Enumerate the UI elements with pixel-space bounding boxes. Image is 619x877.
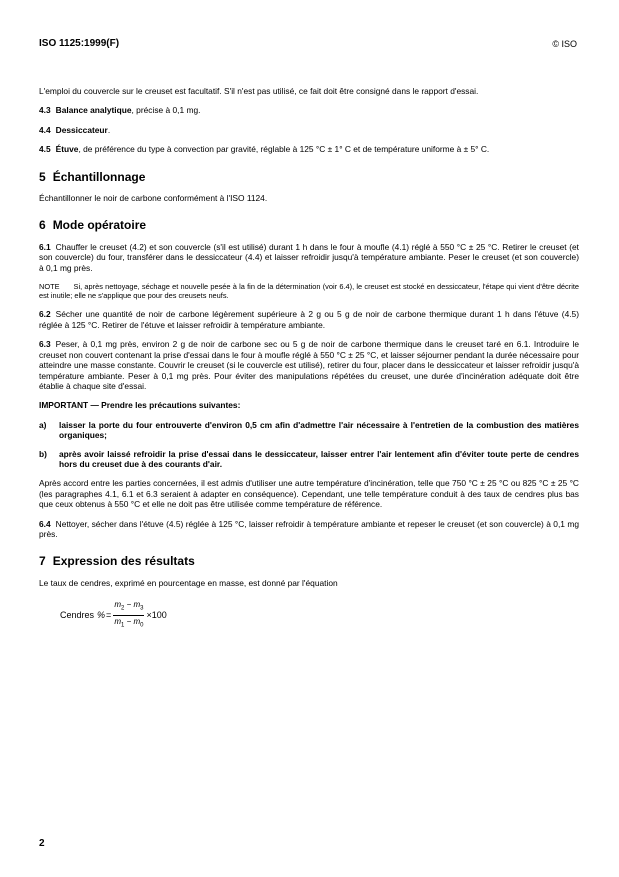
list-marker: a) <box>39 419 47 430</box>
paragraph-text: Nettoyer, sécher dans l'étuve (4.5) réglée à 125 °C, laisser refroidir à température ambiante et repeser le creuset (et son couvercle) à 0,1 mg près. <box>39 518 579 539</box>
denominator-sub-a: 1 <box>120 622 125 629</box>
list-item-text: après avoir laissé refroidir la prise d'essai dans le dessiccateur, laisser entrer l'air lentement afin d'éviter toute perte de cendres hors du creuset due à des courants d'air. <box>59 448 579 469</box>
section-5-heading <box>39 169 579 184</box>
item-4-3 <box>39 105 579 115</box>
list-item <box>39 449 579 470</box>
section-number: 6 <box>39 218 46 233</box>
paragraph-6-4 <box>39 519 579 540</box>
note-label: NOTE <box>39 282 60 292</box>
item-number: 4.5 <box>39 144 51 155</box>
section-title: Mode opératoire <box>52 218 147 233</box>
denominator-var-b: m <box>133 617 141 627</box>
section-6-heading <box>39 218 579 233</box>
paragraph-text: Chauffer le creuset (4.2) et son couvercle (s'il est utilisé) durant 1 h dans le four à moufle (4.1) réglé à 550 °C ± 25 °C. Retirer le creuset (et son couvercle) du four, transférer dans le dessiccateur (4.4) et laisser refroidir jusqu'à température ambiante. Peser le creuset (et son couvercle) à 0,1 mg près. <box>39 241 579 273</box>
item-4-4 <box>39 125 579 135</box>
numerator-sub-a: 2 <box>120 605 125 612</box>
paragraph-6-2 <box>39 309 579 330</box>
section-number: 7 <box>39 554 46 569</box>
numerator-var-a: m <box>114 600 121 610</box>
section-5-text: Échantillonner le noir de carbone conformément à l'ISO 1124. <box>39 193 268 204</box>
important-notice: IMPORTANT — Prendre les précautions suivantes: <box>39 400 241 411</box>
item-term: Étuve <box>55 144 79 155</box>
section-number: 5 <box>39 169 46 184</box>
item-text: , de préférence du type à convection par gravité, réglable à 125 °C ± 1° C et de température uniforme à ± 5° C. <box>78 144 490 155</box>
paragraph-number: 6.1 <box>39 241 51 252</box>
paragraph-number: 6.3 <box>39 339 51 350</box>
item-text: , précise à 0,1 mg. <box>131 105 201 116</box>
paragraph-6-1 <box>39 242 579 273</box>
section-7-heading <box>39 554 579 569</box>
paragraph-text: Peser, à 0,1 mg près, environ 2 g de noir de carbone sec ou 5 g de noir de carbone thermique dans le creuset taré en 6.1. Introduire le creuset non couvert contenant la prise d'essai dans le four à moufle réglé à 550 °C ± 25 °C, et laisser séjourner pendant la durée nécessaire pour atteindre une masse constante. Couvrir le creuset (si le couvercle est utilisé), retirer du four, placer dans le dessiccateur et laisser refroidir jusqu'à température ambiante. Peser à 0,1 mg près. Pour éviter des manipulations répétées du creuset, une durée d'incinération adéquate doit être établie à chaque site d'essai. <box>39 339 579 391</box>
list-item <box>39 420 579 441</box>
section-title: Échantillonnage <box>52 169 146 184</box>
list-item-text: laisser la porte du four entrouverte d'environ 0,5 cm afin d'admettre l'air nécessaire à l'entretien de la combustion des matières organiques; <box>59 419 579 441</box>
page-content <box>39 86 579 631</box>
paragraph-number: 6.2 <box>39 309 51 320</box>
list-marker: b) <box>39 448 47 459</box>
denominator-var-a: m <box>114 617 121 627</box>
item-number: 4.4 <box>39 124 51 135</box>
formula-times: ×100 <box>146 610 167 621</box>
item-term: Dessiccateur <box>55 124 108 135</box>
paragraph-number: 6.4 <box>39 518 51 529</box>
item-4-5 <box>39 144 579 154</box>
page-number: 2 <box>39 838 45 849</box>
precautions-list <box>39 420 579 470</box>
formula-percent: % <box>97 610 106 621</box>
item-text: . <box>107 124 111 135</box>
numerator-sub-b: 3 <box>140 605 144 612</box>
copyright-notice: © ISO <box>552 39 577 49</box>
section-7-text: Le taux de cendres, exprimé en pourcentage en masse, est donné par l'équation <box>39 577 338 588</box>
numerator-var-b: m <box>133 600 141 610</box>
section-title: Expression des résultats <box>52 554 195 569</box>
item-number: 4.3 <box>39 105 51 116</box>
denominator-sub-b: 0 <box>140 622 144 629</box>
note-paragraph <box>39 282 579 300</box>
alternative-temperature-paragraph: Après accord entre les parties concernées, il est admis d'utiliser une autre température d'incinération, telle que 750 °C ± 25 °C ou 825 °C ± 25 °C (les paragraphes 4.1, 6.1 et 6.3 seraient à adapter en conséquence). Cependant, une telle température conduit à des taux de cendres plus bas que ceux obtenus à 550 °C et elle ne doit pas être utilisée comme température de référence. <box>39 478 579 510</box>
numerator-minus: − <box>126 600 132 610</box>
note-text: Si, après nettoyage, séchage et nouvelle pesée à la fin de la détermination (voir 6.4), le creuset est stocké en dessiccateur, l'étape qui vient d'être décrite est inutile; elle ne s'applique que pour des creusets neufs. <box>39 282 579 301</box>
formula-equals: = <box>106 610 112 621</box>
item-term: Balance analytique <box>55 105 132 116</box>
ash-content-formula <box>60 600 579 631</box>
denominator-minus: − <box>126 617 132 627</box>
intro-paragraph: L'emploi du couvercle sur le creuset est facultatif. S'il n'est pas utilisé, ce fait doit être consigné dans le rapport d'essai. <box>39 86 479 96</box>
formula-lhs: Cendres <box>60 610 95 621</box>
paragraph-text: Sécher une quantité de noir de carbone légèrement supérieure à 2 g ou 5 g de noir de carbone thermique durant 1 h dans l'étuve (4.5) réglée à 125 °C. Retirer de l'étuve et laisser refroidir à température ambiante. <box>39 309 579 330</box>
standard-reference: ISO 1125:1999(F) <box>39 38 120 49</box>
paragraph-6-3 <box>39 339 579 391</box>
formula-fraction <box>113 600 144 631</box>
formula-denominator <box>114 616 143 631</box>
formula-numerator <box>113 600 144 616</box>
